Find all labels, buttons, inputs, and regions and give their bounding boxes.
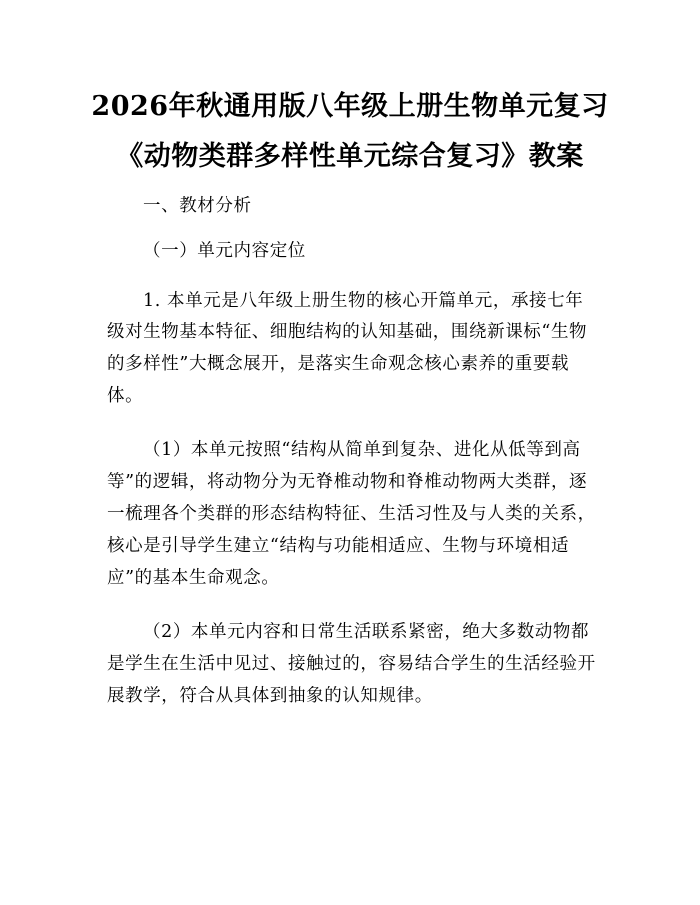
- subsection-heading: （一）单元内容定位: [143, 241, 306, 261]
- paragraph-line: （1）本单元按照“结构从简单到复杂、进化从低等到高: [143, 440, 581, 460]
- paragraph-line: 1. 本单元是八年级上册生物的核心开篇单元，承接七年: [143, 291, 584, 311]
- paragraph-line: 应”的基本生命观念。: [107, 568, 280, 588]
- paragraph-line: 展教学，符合从具体到抽象的认知规律。: [107, 686, 433, 706]
- paragraph-line: 级对生物基本特征、细胞结构的认知基础，围绕新课标“生物: [107, 322, 588, 342]
- paragraph-line: 的多样性”大概念展开，是落实生命观念核心素养的重要载: [107, 354, 570, 374]
- section-heading: 一、教材分析: [143, 196, 252, 216]
- paragraph-line: 核心是引导学生建立“结构与功能相适应、生物与环境相适: [107, 536, 570, 556]
- document-title-line-2: 《动物类群多样性单元综合复习》教案: [116, 141, 584, 172]
- paragraph-line: 体。: [107, 386, 144, 406]
- document-title-line-1: 2026年秋通用版八年级上册生物单元复习: [91, 91, 609, 122]
- paragraph-line: （2）本单元内容和日常生活联系紧密，绝大多数动物都: [143, 622, 590, 642]
- paragraph-line: 等”的逻辑，将动物分为无脊椎动物和脊椎动物两大类群，逐: [107, 472, 588, 492]
- paragraph-line: 一梳理各个类群的形态结构特征、生活习性及与人类的关系，: [107, 504, 596, 524]
- paragraph-line: 是学生在生活中见过、接触过的，容易结合学生的生活经验开: [107, 654, 596, 674]
